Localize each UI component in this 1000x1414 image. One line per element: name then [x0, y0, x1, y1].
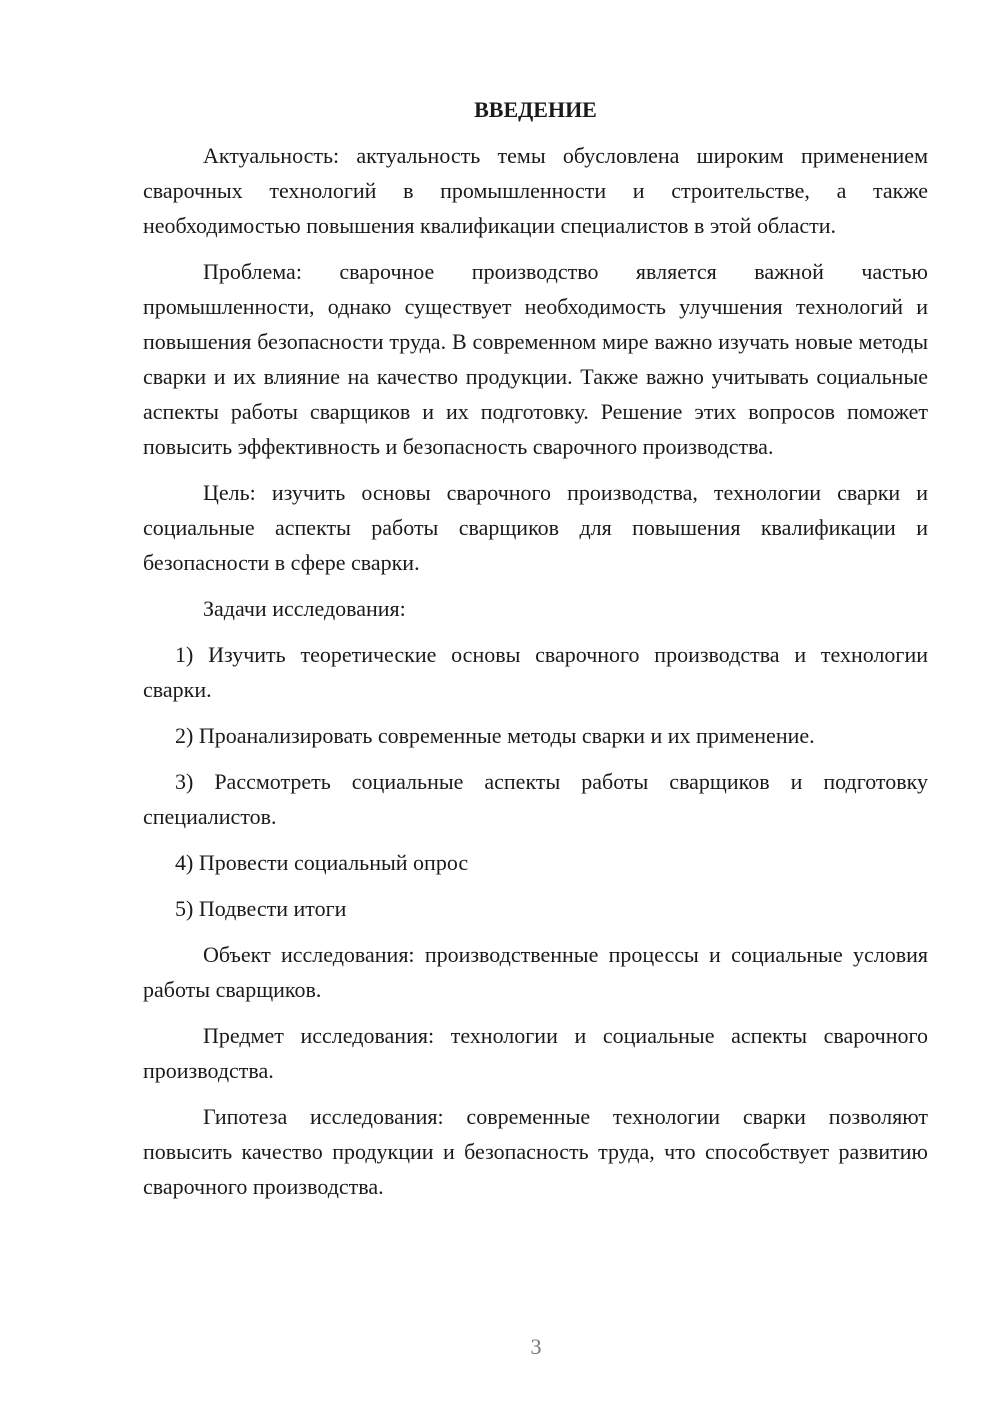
paragraph-hypothesis: Гипотеза исследования: современные технологии сварки позволяют повысить качество продукции и безопасность труда, что способствует развитию сварочного производства.: [143, 1104, 928, 1199]
paragraph-problem: Проблема: сварочное производство является важной частью промышленности, однако существует необходимость улучшения технологий и повышения безопасности труда. В современном мире важно изучать новые методы сварки и их влияние на качество продукции. Также важно учитывать социальные аспекты работы сварщиков и их подготовку. Решение этих вопросов поможет повысить эффективность и безопасность сварочного производства.: [143, 259, 928, 459]
paragraph-tasks-heading: Задачи исследования:: [203, 596, 406, 621]
paragraph-object: Объект исследования: производственные процессы и социальные условия работы сварщиков.: [143, 942, 928, 1002]
document-page: [143, 92, 928, 1204]
section-title: ВВЕДЕНИЕ: [474, 97, 597, 122]
paragraph-goal: Цель: изучить основы сварочного производства, технологии сварки и социальные аспекты работы сварщиков для повышения квалификации и безопасности в сфере сварки.: [143, 480, 928, 575]
task-item-5: 5) Подвести итоги: [175, 896, 347, 921]
task-item-1: 1) Изучить теоретические основы сварочного производства и технологии сварки.: [143, 642, 928, 702]
paragraph-relevance: Актуальность: актуальность темы обусловлена широким применением сварочных технологий в промышленности и строительстве, а также необходимостью повышения квалификации специалистов в этой области.: [143, 143, 928, 238]
page-number: 3: [530, 1334, 542, 1359]
task-item-4: 4) Провести социальный опрос: [175, 850, 469, 875]
task-item-3: 3) Рассмотреть социальные аспекты работы сварщиков и подготовку специалистов.: [143, 769, 928, 829]
paragraph-subject: Предмет исследования: технологии и социальные аспекты сварочного производства.: [143, 1023, 928, 1083]
task-item-2: 2) Проанализировать современные методы сварки и их применение.: [175, 723, 815, 748]
